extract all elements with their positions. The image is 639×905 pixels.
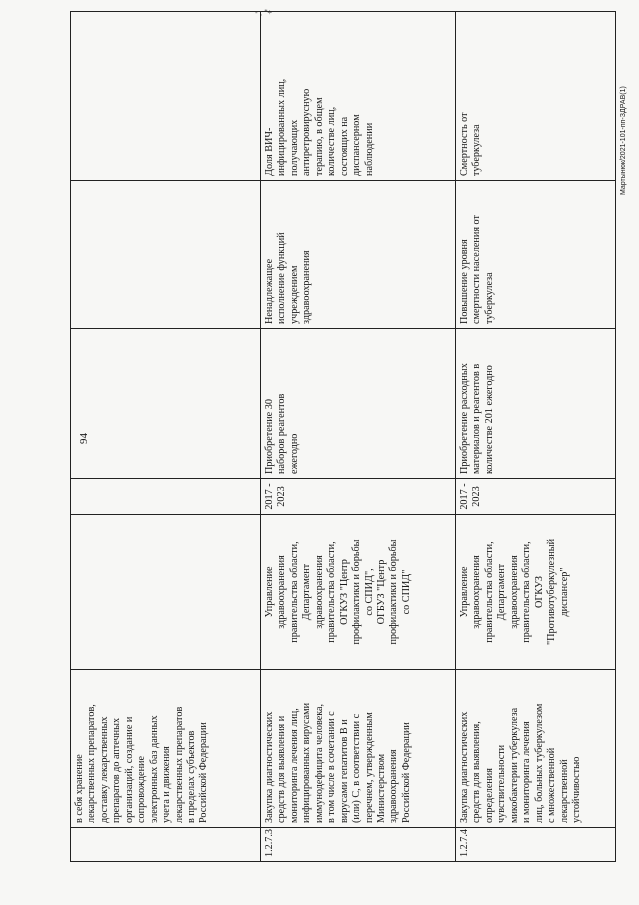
margin-scribble: - , *÷ xyxy=(255,8,272,17)
measure-indicator: Доля ВИЧ- инфицированных лиц, получающих антиретровирусную терапию, в общем количестве лиц, состоящих на диспансерном наблюдении xyxy=(261,12,456,181)
document-code: Мартынюк/2021-101-пп-ЗДРАВ(1) xyxy=(620,86,627,195)
measure-risk xyxy=(71,181,261,329)
measure-risk: Ненадлежащее исполнение функций учреждением здравоохранения xyxy=(261,181,456,329)
measure-result: Приобретение расходных материалов и реагентов в количестве 201 ежегодно xyxy=(456,329,616,479)
measure-result: Приобретение 30 наборов реагентов ежегодно xyxy=(261,329,456,479)
table-row xyxy=(456,12,616,862)
measure-term xyxy=(71,479,261,515)
measure-number xyxy=(71,828,261,862)
measure-risk: Повышение уровня смертности населения от туберкулеза xyxy=(456,181,616,329)
measure-executor xyxy=(71,515,261,670)
rotated-table-wrapper xyxy=(70,12,615,862)
measure-number: 1.2.7.4 xyxy=(456,828,616,862)
page-number: 94 xyxy=(78,433,90,444)
table-row xyxy=(71,12,261,862)
measure-name: Закупка диагностических средств для выявления и мониторинга лечения лиц, инфицированных вирусами иммунодефицита человека, в том числе в сочетании с вирусами гепатитов В и (или) С, в соответствии с перечнем, утвержденным Министерством здравоохранения Российской Федерации xyxy=(261,670,456,828)
measure-name: в себя хранение лекарственных препаратов, доставку лекарственных препаратов до аптечных организаций, создание и сопровождение электронных баз данных учета и движения лекарственных препаратов в пределах субъектов Российской Федерации xyxy=(71,670,261,828)
table-row xyxy=(261,12,456,862)
measure-executor: Управление здравоохранения правительства области, Департамент здравоохранения правительства области, ОГКУЗ "Центр профилактики и борьбы со СПИД", ОГБУЗ "Центр профилактики и борьбы со СПИД" xyxy=(261,515,456,670)
measure-term: 2017 - 2023 xyxy=(261,479,456,515)
measure-indicator: Смертность от туберкулеза xyxy=(456,12,616,181)
measure-number: 1.2.7.3 xyxy=(261,828,456,862)
measures-table xyxy=(70,11,616,862)
measure-indicator xyxy=(71,12,261,181)
measure-executor: Управление здравоохранения правительства области, Департамент здравоохранения правительства области, ОГКУЗ "Противотуберкулезный диспансер" xyxy=(456,515,616,670)
measure-name: Закупка диагностических средств для выявления, определения чувствительности микобактерии туберкулеза и мониторинга лечения лиц, больных туберкулезом с множественной лекарственной устойчивостью xyxy=(456,670,616,828)
measure-result xyxy=(71,329,261,479)
measure-term: 2017 - 2023 xyxy=(456,479,616,515)
